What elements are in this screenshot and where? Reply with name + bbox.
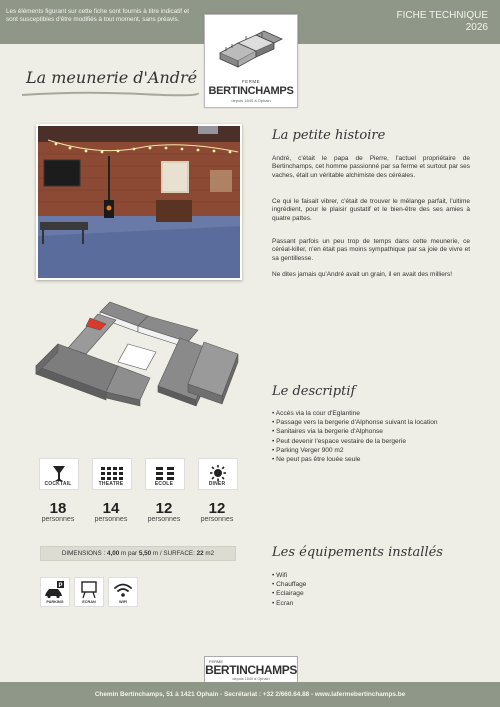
dimensions-unit: m par (119, 550, 139, 557)
screen-icon (74, 577, 104, 607)
description-item: • Accès via la cour d'Eglantine (272, 409, 472, 418)
dimensions-surface: 22 (196, 550, 204, 557)
fiche-year: 2026 (465, 22, 488, 33)
description-title: Le descriptif (272, 384, 356, 399)
equipment-icon-label: PARKING (46, 600, 64, 604)
capacity-theatre (92, 458, 130, 487)
description-item: • Parking Verger 900 m2 (272, 446, 472, 455)
history-title: La petite histoire (272, 128, 386, 143)
capacity-ecole (145, 458, 183, 487)
dimensions-bar (40, 546, 236, 561)
capacity-count-ecole: 12 (155, 500, 173, 517)
capacity-count-cocktail: 18 (49, 500, 67, 517)
farm-logo (204, 14, 298, 108)
farm-sketch-icon (216, 23, 286, 75)
capacity-diner (198, 458, 236, 487)
dimensions-width: 5,50 (138, 550, 152, 557)
fiche-technique-label (397, 10, 489, 34)
page-title: La meunerie d'André (26, 68, 198, 87)
dimensions-unit: m2 (203, 550, 215, 557)
equipment-item: • Chauffage (272, 580, 472, 589)
dimensions-unit: m / SURFACE: (151, 550, 197, 557)
capacity-label: ECOLE (154, 481, 174, 487)
equipment-item: • Ecran (272, 599, 472, 608)
capacity-unit: personnes (41, 516, 75, 523)
capacity-unit: personnes (94, 516, 128, 523)
history-paragraph-2: Ce qui le faisait vibrer, c'était de trouver le mélange parfait, l'ultime ingrédient, pour le plaisir gustatif et le bien-être des ses amies à quatre pattes. (272, 198, 470, 222)
farm-plan-3d (28, 296, 254, 430)
equipment-icon-label: ECRAN (82, 600, 96, 604)
history-paragraph-4: Ne dites jamais qu'André avait un grain, il en avait des milliers! (272, 271, 453, 278)
description-item: • Passage vers la bergerie d'Alphonse suivant la location (272, 418, 472, 427)
logo-small-text: FERME (241, 79, 261, 84)
svg-text:P: P (58, 583, 63, 589)
wifi-icon (108, 577, 138, 607)
history-paragraph-1: André, c'était le papa de Pierre, l'actuel propriétaire de Bertinchamps, cet homme passionné par sa ferme et surtout par ses vaches, était un véritable alchimiste des céréales. (272, 155, 470, 179)
capacity-unit: personnes (200, 516, 234, 523)
description-item: • Sanitaires via la bergerie d'Alphonse (272, 427, 472, 436)
equipment-item: • Eclairage (272, 589, 472, 598)
footer-logo-name: BERTINCHAMPS (205, 663, 297, 677)
equipment-icon-label: WIFI (118, 600, 127, 604)
room-photo (36, 124, 242, 280)
capacity-label: THEATRE (98, 481, 124, 487)
capacity-label: DINER (208, 481, 226, 487)
equipment-list (272, 571, 472, 608)
equipment-title: Les équipements installés (272, 545, 443, 560)
footer-logo-subtitle: depuis 1840 à Ophain (232, 677, 270, 681)
description-item: • Peut devenir l'espace vestaire de la bergerie (272, 437, 472, 446)
logo-name: BERTINCHAMPS (208, 85, 294, 97)
capacity-count-theatre: 14 (102, 500, 120, 517)
logo-subtitle: depuis 1840 à Ophain (231, 98, 271, 103)
footer-contact: Chemin Bertinchamps, 51 à 1421 Ophain - Secrétariat : +32 2/660.64.88 - www.lafermebertinchamps.be (0, 682, 500, 707)
fiche-label: FICHE TECHNIQUE (396, 10, 488, 21)
capacity-cocktail (39, 458, 77, 487)
disclaimer-text: Les éléments figurant sur cette fiche sont fournis à titre indicatif et sont susceptibles d'être modifiés à tout moment, sans préavis. (6, 8, 190, 23)
parking-icon (40, 577, 70, 607)
capacity-count-diner: 12 (208, 500, 226, 517)
description-item: • Ne peut pas être louée seule (272, 455, 472, 464)
capacity-label: COCKTAIL (44, 481, 72, 487)
title-underline (20, 90, 200, 98)
footer-logo-small: FERME (209, 659, 223, 664)
dimensions-prefix: DIMENSIONS : (61, 550, 107, 557)
equipment-item: • Wifi (272, 571, 472, 580)
description-list (272, 409, 472, 464)
history-paragraph-3: Passant parfois un peu trop de temps dans cette meunerie, ce céréal-killer, n'en était pas moins sympathique par sa joie de vivre et sa gentillesse. (272, 238, 470, 262)
capacity-unit: personnes (147, 516, 181, 523)
dimensions-length: 4,00 (107, 550, 120, 557)
